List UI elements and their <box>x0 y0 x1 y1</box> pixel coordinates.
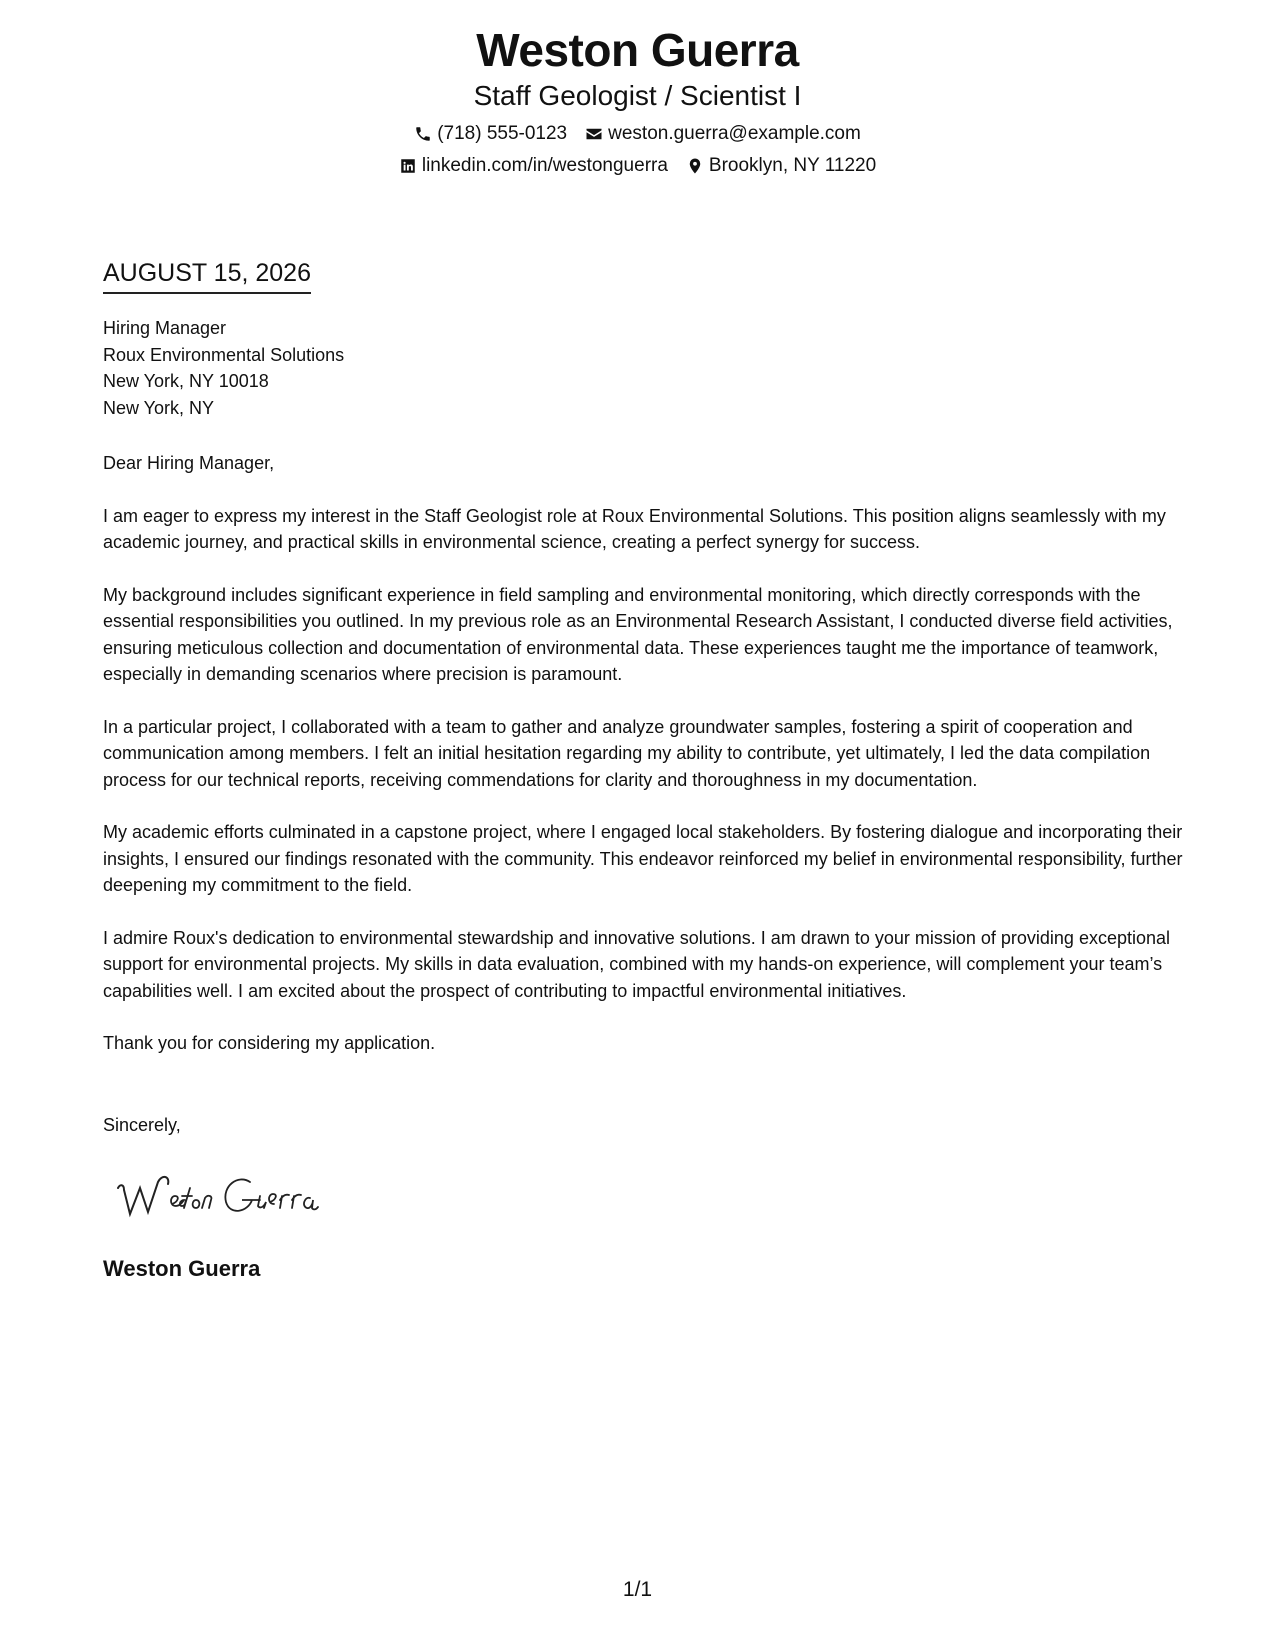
salutation: Dear Hiring Manager, <box>103 453 275 473</box>
page-indicator: 1/1 <box>622 1578 653 1601</box>
body-paragraph: Thank you for considering my application. <box>103 1033 436 1053</box>
handwritten-signature <box>110 1166 360 1226</box>
letter-body <box>103 450 1183 1083</box>
body-paragraph: My background includes significant experience in field sampling and environmental monitoring, which directly corresponds with the essential responsibilities you outlined. In my previous role as an Environmental Research Assistant, I conducted diverse field activities, ensuring meticulous collection and documentation of environmental data. These experiences taught me the importance of teamwork, especially in demanding scenarios where precision is paramount. <box>103 584 1173 684</box>
contact-row-secondary <box>0 150 1275 182</box>
closing: Sincerely, <box>103 1115 181 1135</box>
applicant-title: Staff Geologist / Scientist I <box>473 80 802 111</box>
recipient-line: Hiring Manager <box>103 318 227 338</box>
phone-text: (718) 555-0123 <box>437 123 568 144</box>
location-text: Brooklyn, NY 11220 <box>708 155 877 176</box>
contact-email[interactable] <box>585 118 861 150</box>
contact-phone <box>414 118 567 150</box>
letter-date: AUGUST 15, 2026 <box>103 256 311 294</box>
recipient-line: New York, NY 10018 <box>103 371 269 391</box>
contact-row-primary <box>0 118 1275 150</box>
letter-header <box>0 18 1275 182</box>
envelope-icon <box>585 125 603 143</box>
recipient-line: New York, NY <box>103 397 215 418</box>
recipient-block <box>103 315 344 421</box>
contact-location <box>686 150 876 182</box>
signer-name: Weston Guerra <box>103 1256 261 1281</box>
phone-icon <box>414 125 432 143</box>
linkedin-text: linkedin.com/in/westonguerra <box>421 155 668 176</box>
linkedin-icon <box>399 157 417 175</box>
body-paragraph: I admire Roux's dedication to environmental stewardship and innovative solutions. I am drawn to your mission of providing exceptional support for environmental projects. My skills in data evaluation, combined with my hands-on experience, will complement your team’s capabilities well. I am excited about the prospect of contributing to impactful environmental initiatives. <box>103 927 1171 1001</box>
body-paragraph: My academic efforts culminated in a capstone project, where I engaged local stakeholders. By fostering dialogue and incorporating their insights, I ensured our findings resonated with the community. This endeavor reinforced my belief in environmental responsibility, further deepening my commitment to the field. <box>103 822 1183 895</box>
email-text: weston.guerra@example.com <box>608 123 861 144</box>
recipient-line: Roux Environmental Solutions <box>103 344 345 365</box>
contact-linkedin[interactable] <box>399 150 668 182</box>
map-pin-icon <box>686 157 704 175</box>
body-paragraph: I am eager to express my interest in the Staff Geologist role at Roux Environmental Solutions. This position aligns seamlessly with my academic journey, and practical skills in environmental science, creating a perfect synergy for success. <box>103 505 1166 552</box>
applicant-name: Weston Guerra <box>476 24 799 76</box>
body-paragraph: In a particular project, I collaborated with a team to gather and analyze groundwater samples, fostering a spirit of cooperation and communication among members. I felt an initial hesitation regarding my ability to contribute, yet ultimately, I led the data compilation process for our technical reports, receiving commendations for clarity and thoroughness in my documentation. <box>103 716 1151 790</box>
